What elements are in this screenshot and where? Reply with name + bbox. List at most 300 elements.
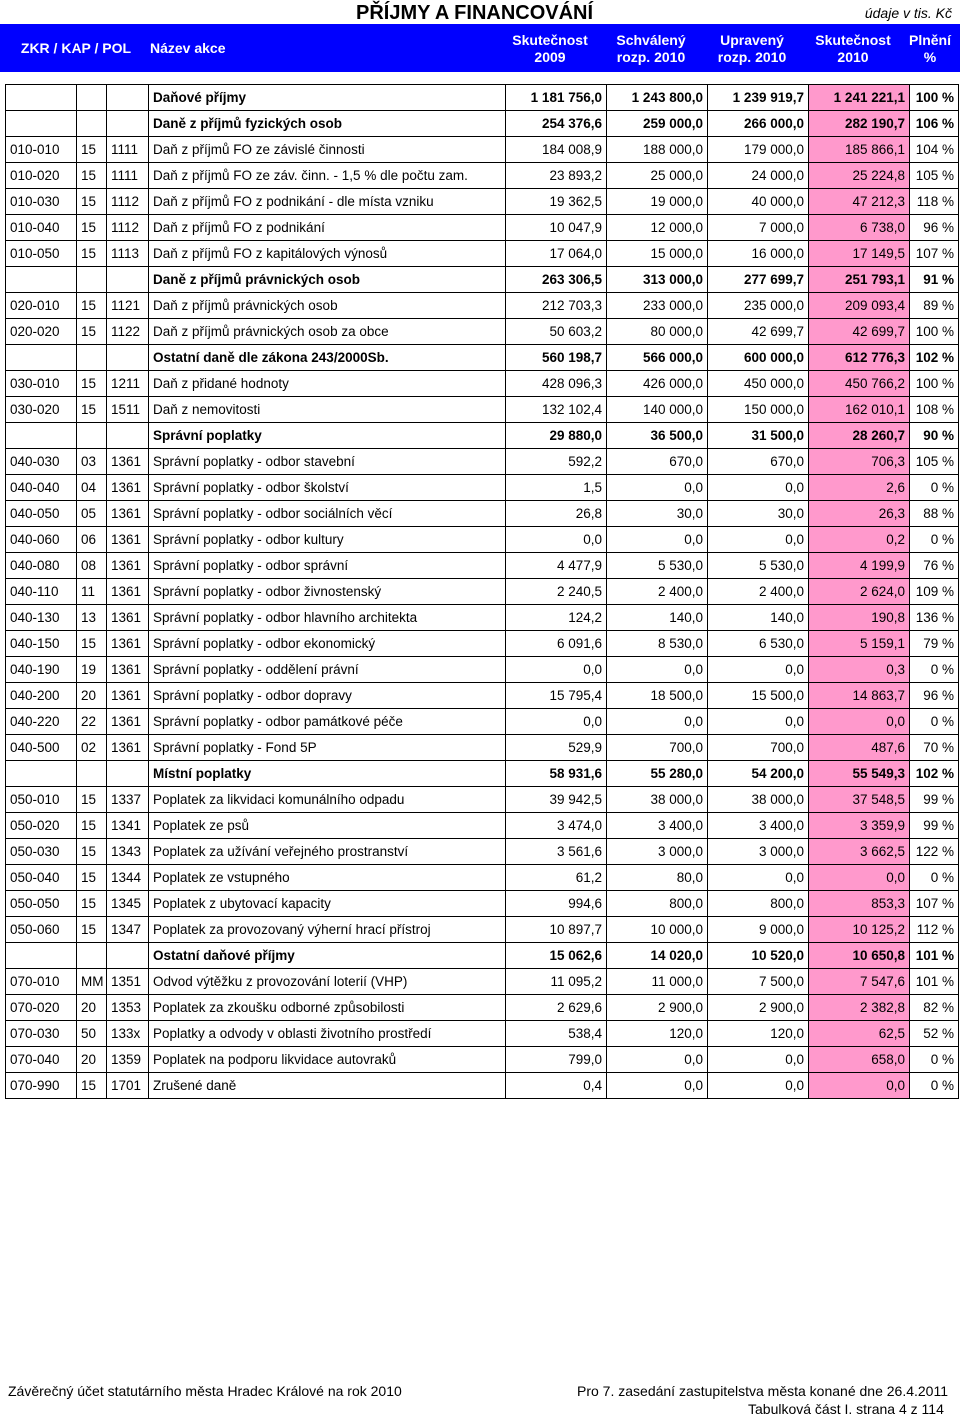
row-chapter: 03 <box>77 449 107 475</box>
table-row <box>6 1047 959 1073</box>
row-actual-2010: 42 699,7 <box>809 319 910 345</box>
row-name: Zrušené daně <box>149 1073 506 1099</box>
row-adjusted: 38 000,0 <box>708 787 809 813</box>
row-adjusted: 24 000,0 <box>708 163 809 189</box>
row-actual-2010: 487,6 <box>809 735 910 761</box>
row-name: Poplatek na podporu likvidace autovraků <box>149 1047 506 1073</box>
row-approved: 25 000,0 <box>607 163 708 189</box>
row-percent: 122 % <box>910 839 959 865</box>
table-row <box>6 579 959 605</box>
row-actual-2010: 282 190,7 <box>809 111 910 137</box>
row-item-code <box>107 267 149 293</box>
row-approved: 38 000,0 <box>607 787 708 813</box>
row-chapter <box>77 345 107 371</box>
subtotal-row <box>6 423 959 449</box>
row-name: Správní poplatky - odbor hlavního architekta <box>149 605 506 631</box>
table-row <box>6 891 959 917</box>
row-adjusted: 31 500,0 <box>708 423 809 449</box>
row-actual-2010: 5 159,1 <box>809 631 910 657</box>
row-percent: 96 % <box>910 683 959 709</box>
subtotal-row <box>6 761 959 787</box>
footer-page: Tabulková část I. strana 4 z 114 <box>748 1401 944 1417</box>
row-approved: 566 000,0 <box>607 345 708 371</box>
row-percent: 0 % <box>910 527 959 553</box>
row-adjusted: 700,0 <box>708 735 809 761</box>
row-actual-2009: 0,0 <box>506 657 607 683</box>
row-actual-2009: 61,2 <box>506 865 607 891</box>
row-actual-2009: 799,0 <box>506 1047 607 1073</box>
row-approved: 8 530,0 <box>607 631 708 657</box>
row-chapter: 50 <box>77 1021 107 1047</box>
row-percent: 99 % <box>910 787 959 813</box>
row-name: Poplatek za zkoušku odborné způsobilosti <box>149 995 506 1021</box>
row-code: 070-040 <box>6 1047 77 1073</box>
row-name: Správní poplatky - odbor sociálních věcí <box>149 501 506 527</box>
table-row <box>6 397 959 423</box>
row-adjusted: 0,0 <box>708 1047 809 1073</box>
row-approved: 700,0 <box>607 735 708 761</box>
row-name: Daň z příjmů FO z kapitálových výnosů <box>149 241 506 267</box>
row-percent: 107 % <box>910 891 959 917</box>
row-item-code: 1351 <box>107 969 149 995</box>
row-item-code: 1113 <box>107 241 149 267</box>
row-percent: 96 % <box>910 215 959 241</box>
row-adjusted: 0,0 <box>708 475 809 501</box>
row-code: 040-130 <box>6 605 77 631</box>
row-actual-2009: 2 629,6 <box>506 995 607 1021</box>
row-actual-2010: 4 199,9 <box>809 553 910 579</box>
row-actual-2010: 658,0 <box>809 1047 910 1073</box>
row-approved: 188 000,0 <box>607 137 708 163</box>
row-actual-2009: 1 181 756,0 <box>506 85 607 111</box>
row-actual-2009: 428 096,3 <box>506 371 607 397</box>
row-actual-2009: 0,0 <box>506 527 607 553</box>
row-percent: 0 % <box>910 1047 959 1073</box>
header-actual-2010: Skutečnost 2010 <box>815 32 891 65</box>
row-adjusted: 1 239 919,7 <box>708 85 809 111</box>
row-actual-2010: 0,0 <box>809 1073 910 1099</box>
row-chapter: 20 <box>77 683 107 709</box>
row-chapter: 15 <box>77 917 107 943</box>
row-actual-2009: 15 062,6 <box>506 943 607 969</box>
row-actual-2009: 50 603,2 <box>506 319 607 345</box>
row-actual-2010: 3 359,9 <box>809 813 910 839</box>
row-adjusted: 7 000,0 <box>708 215 809 241</box>
row-approved: 1 243 800,0 <box>607 85 708 111</box>
row-actual-2010: 450 766,2 <box>809 371 910 397</box>
table-row <box>6 605 959 631</box>
row-approved: 19 000,0 <box>607 189 708 215</box>
row-actual-2010: 2 624,0 <box>809 579 910 605</box>
row-actual-2010: 706,3 <box>809 449 910 475</box>
row-item-code: 1122 <box>107 319 149 345</box>
row-chapter <box>77 761 107 787</box>
row-code <box>6 111 77 137</box>
table-row <box>6 1073 959 1099</box>
row-percent: 89 % <box>910 293 959 319</box>
row-actual-2009: 10 047,9 <box>506 215 607 241</box>
row-item-code <box>107 423 149 449</box>
table-row <box>6 709 959 735</box>
table-row <box>6 735 959 761</box>
row-item-code: 133x <box>107 1021 149 1047</box>
row-actual-2009: 212 703,3 <box>506 293 607 319</box>
table-row <box>6 1021 959 1047</box>
row-actual-2010: 47 212,3 <box>809 189 910 215</box>
row-approved: 3 000,0 <box>607 839 708 865</box>
row-name: Správní poplatky - odbor ekonomický <box>149 631 506 657</box>
row-item-code: 1361 <box>107 553 149 579</box>
row-approved: 426 000,0 <box>607 371 708 397</box>
row-item-code: 1211 <box>107 371 149 397</box>
row-chapter: 02 <box>77 735 107 761</box>
row-item-code: 1344 <box>107 865 149 891</box>
row-chapter: 04 <box>77 475 107 501</box>
row-actual-2010: 6 738,0 <box>809 215 910 241</box>
row-item-code <box>107 85 149 111</box>
row-name: Poplatek za likvidaci komunálního odpadu <box>149 787 506 813</box>
row-chapter: 22 <box>77 709 107 735</box>
row-name: Daně z příjmů právnických osob <box>149 267 506 293</box>
row-approved: 5 530,0 <box>607 553 708 579</box>
header-approved: Schválený rozp. 2010 <box>616 32 686 65</box>
row-percent: 104 % <box>910 137 959 163</box>
table-row <box>6 995 959 1021</box>
row-approved: 80,0 <box>607 865 708 891</box>
row-actual-2009: 17 064,0 <box>506 241 607 267</box>
row-name: Ostatní daně dle zákona 243/2000Sb. <box>149 345 506 371</box>
row-code: 040-200 <box>6 683 77 709</box>
row-actual-2009: 26,8 <box>506 501 607 527</box>
row-code: 070-020 <box>6 995 77 1021</box>
row-percent: 136 % <box>910 605 959 631</box>
row-code: 040-150 <box>6 631 77 657</box>
row-actual-2009: 132 102,4 <box>506 397 607 423</box>
row-code: 070-030 <box>6 1021 77 1047</box>
row-actual-2010: 28 260,7 <box>809 423 910 449</box>
row-name: Daň z příjmů FO ze závislé činnosti <box>149 137 506 163</box>
row-percent: 100 % <box>910 85 959 111</box>
row-adjusted: 30,0 <box>708 501 809 527</box>
row-code: 040-080 <box>6 553 77 579</box>
row-code <box>6 423 77 449</box>
row-item-code: 1361 <box>107 735 149 761</box>
row-actual-2009: 124,2 <box>506 605 607 631</box>
row-code: 050-010 <box>6 787 77 813</box>
row-actual-2010: 14 863,7 <box>809 683 910 709</box>
row-percent: 70 % <box>910 735 959 761</box>
row-adjusted: 179 000,0 <box>708 137 809 163</box>
row-code: 040-060 <box>6 527 77 553</box>
row-chapter: 15 <box>77 215 107 241</box>
row-actual-2009: 10 897,7 <box>506 917 607 943</box>
row-adjusted: 0,0 <box>708 709 809 735</box>
table-row <box>6 137 959 163</box>
row-adjusted: 140,0 <box>708 605 809 631</box>
row-code: 070-010 <box>6 969 77 995</box>
row-chapter: 15 <box>77 293 107 319</box>
row-adjusted: 0,0 <box>708 865 809 891</box>
row-name: Poplatek ze vstupného <box>149 865 506 891</box>
row-actual-2010: 10 650,8 <box>809 943 910 969</box>
row-percent: 0 % <box>910 657 959 683</box>
row-chapter <box>77 267 107 293</box>
row-actual-2010: 190,8 <box>809 605 910 631</box>
table-row <box>6 917 959 943</box>
row-approved: 140,0 <box>607 605 708 631</box>
table-row <box>6 631 959 657</box>
row-adjusted: 42 699,7 <box>708 319 809 345</box>
row-actual-2009: 592,2 <box>506 449 607 475</box>
row-adjusted: 600 000,0 <box>708 345 809 371</box>
row-approved: 0,0 <box>607 1047 708 1073</box>
row-percent: 101 % <box>910 969 959 995</box>
row-name: Daň z přidané hodnoty <box>149 371 506 397</box>
row-code: 010-050 <box>6 241 77 267</box>
row-name: Daňové příjmy <box>149 85 506 111</box>
row-percent: 118 % <box>910 189 959 215</box>
row-name: Ostatní daňové příjmy <box>149 943 506 969</box>
table-row <box>6 319 959 345</box>
row-item-code: 1361 <box>107 709 149 735</box>
row-item-code: 1361 <box>107 501 149 527</box>
table-row <box>6 215 959 241</box>
row-actual-2010: 0,3 <box>809 657 910 683</box>
row-name: Správní poplatky - odbor správní <box>149 553 506 579</box>
row-actual-2010: 25 224,8 <box>809 163 910 189</box>
row-chapter <box>77 943 107 969</box>
row-percent: 101 % <box>910 943 959 969</box>
row-chapter: 19 <box>77 657 107 683</box>
row-actual-2009: 184 008,9 <box>506 137 607 163</box>
row-name: Daně z příjmů fyzických osob <box>149 111 506 137</box>
row-code: 040-220 <box>6 709 77 735</box>
row-code: 010-010 <box>6 137 77 163</box>
row-chapter: 13 <box>77 605 107 631</box>
row-name: Správní poplatky - oddělení právní <box>149 657 506 683</box>
row-actual-2010: 162 010,1 <box>809 397 910 423</box>
row-code <box>6 943 77 969</box>
table-row <box>6 293 959 319</box>
row-percent: 76 % <box>910 553 959 579</box>
subtotal-row <box>6 345 959 371</box>
row-actual-2010: 853,3 <box>809 891 910 917</box>
row-actual-2009: 4 477,9 <box>506 553 607 579</box>
row-approved: 36 500,0 <box>607 423 708 449</box>
row-approved: 800,0 <box>607 891 708 917</box>
row-name: Daň z příjmů právnických osob za obce <box>149 319 506 345</box>
row-chapter: 15 <box>77 865 107 891</box>
header-percent: Plnění % <box>908 32 951 65</box>
row-approved: 313 000,0 <box>607 267 708 293</box>
row-code: 010-040 <box>6 215 77 241</box>
row-chapter: 05 <box>77 501 107 527</box>
row-approved: 3 400,0 <box>607 813 708 839</box>
table-row <box>6 449 959 475</box>
row-approved: 10 000,0 <box>607 917 708 943</box>
row-chapter: 15 <box>77 813 107 839</box>
row-approved: 11 000,0 <box>607 969 708 995</box>
row-item-code: 1361 <box>107 475 149 501</box>
row-item-code: 1112 <box>107 189 149 215</box>
row-percent: 91 % <box>910 267 959 293</box>
row-code: 070-990 <box>6 1073 77 1099</box>
row-item-code <box>107 111 149 137</box>
row-chapter: 15 <box>77 241 107 267</box>
row-adjusted: 3 400,0 <box>708 813 809 839</box>
row-adjusted: 266 000,0 <box>708 111 809 137</box>
row-actual-2009: 15 795,4 <box>506 683 607 709</box>
subtotal-row <box>6 943 959 969</box>
row-adjusted: 0,0 <box>708 1073 809 1099</box>
row-name: Daň z příjmů FO z podnikání - dle místa vzniku <box>149 189 506 215</box>
row-code: 050-040 <box>6 865 77 891</box>
table-row <box>6 813 959 839</box>
row-code: 040-040 <box>6 475 77 501</box>
row-item-code: 1361 <box>107 527 149 553</box>
subtotal-row <box>6 267 959 293</box>
row-actual-2009: 538,4 <box>506 1021 607 1047</box>
row-adjusted: 150 000,0 <box>708 397 809 423</box>
row-adjusted: 6 530,0 <box>708 631 809 657</box>
header-code: ZKR / KAP / POL <box>20 40 132 56</box>
row-chapter <box>77 423 107 449</box>
row-actual-2009: 0,4 <box>506 1073 607 1099</box>
row-code: 020-020 <box>6 319 77 345</box>
row-actual-2009: 6 091,6 <box>506 631 607 657</box>
row-percent: 102 % <box>910 761 959 787</box>
row-item-code: 1111 <box>107 137 149 163</box>
row-code: 040-030 <box>6 449 77 475</box>
row-name: Správní poplatky <box>149 423 506 449</box>
row-code: 040-050 <box>6 501 77 527</box>
row-actual-2009: 560 198,7 <box>506 345 607 371</box>
row-percent: 0 % <box>910 475 959 501</box>
row-chapter: 08 <box>77 553 107 579</box>
row-name: Poplatky a odvody v oblasti životního prostředí <box>149 1021 506 1047</box>
row-actual-2010: 251 793,1 <box>809 267 910 293</box>
table-row <box>6 553 959 579</box>
row-item-code: 1353 <box>107 995 149 1021</box>
row-chapter: 15 <box>77 397 107 423</box>
row-adjusted: 16 000,0 <box>708 241 809 267</box>
row-adjusted: 5 530,0 <box>708 553 809 579</box>
row-approved: 259 000,0 <box>607 111 708 137</box>
row-percent: 99 % <box>910 813 959 839</box>
row-name: Místní poplatky <box>149 761 506 787</box>
row-actual-2010: 26,3 <box>809 501 910 527</box>
row-code <box>6 345 77 371</box>
row-percent: 0 % <box>910 709 959 735</box>
row-actual-2009: 994,6 <box>506 891 607 917</box>
row-actual-2010: 612 776,3 <box>809 345 910 371</box>
table-row <box>6 475 959 501</box>
row-chapter: 11 <box>77 579 107 605</box>
row-percent: 0 % <box>910 865 959 891</box>
row-item-code: 1361 <box>107 579 149 605</box>
row-item-code <box>107 345 149 371</box>
table-row <box>6 969 959 995</box>
row-item-code: 1361 <box>107 631 149 657</box>
row-item-code <box>107 943 149 969</box>
row-code <box>6 85 77 111</box>
table-row <box>6 241 959 267</box>
row-chapter: 20 <box>77 1047 107 1073</box>
row-chapter: 15 <box>77 163 107 189</box>
row-actual-2009: 263 306,5 <box>506 267 607 293</box>
row-chapter: 20 <box>77 995 107 1021</box>
row-actual-2010: 55 549,3 <box>809 761 910 787</box>
table-header <box>0 24 960 72</box>
row-chapter: 15 <box>77 631 107 657</box>
row-approved: 15 000,0 <box>607 241 708 267</box>
row-actual-2010: 1 241 221,1 <box>809 85 910 111</box>
row-chapter: 15 <box>77 319 107 345</box>
row-code: 040-110 <box>6 579 77 605</box>
row-chapter: 15 <box>77 891 107 917</box>
row-name: Poplatek za provozovaný výherní hrací přístroj <box>149 917 506 943</box>
row-item-code: 1341 <box>107 813 149 839</box>
row-name: Daň z příjmů právnických osob <box>149 293 506 319</box>
unit-note: údaje v tis. Kč <box>864 5 952 21</box>
row-percent: 107 % <box>910 241 959 267</box>
header-name: Název akce <box>150 40 226 56</box>
table-row <box>6 839 959 865</box>
row-approved: 0,0 <box>607 657 708 683</box>
row-percent: 88 % <box>910 501 959 527</box>
row-code: 010-030 <box>6 189 77 215</box>
row-name: Odvod výtěžku z provozování loterií (VHP) <box>149 969 506 995</box>
row-actual-2009: 39 942,5 <box>506 787 607 813</box>
row-name: Daň z příjmů FO z podnikání <box>149 215 506 241</box>
row-actual-2009: 58 931,6 <box>506 761 607 787</box>
row-name: Správní poplatky - Fond 5P <box>149 735 506 761</box>
row-item-code: 1112 <box>107 215 149 241</box>
row-percent: 79 % <box>910 631 959 657</box>
row-name: Správní poplatky - odbor stavební <box>149 449 506 475</box>
row-percent: 105 % <box>910 163 959 189</box>
row-name: Správní poplatky - odbor památkové péče <box>149 709 506 735</box>
row-chapter: 06 <box>77 527 107 553</box>
row-actual-2010: 62,5 <box>809 1021 910 1047</box>
row-approved: 30,0 <box>607 501 708 527</box>
row-percent: 109 % <box>910 579 959 605</box>
row-item-code: 1347 <box>107 917 149 943</box>
row-adjusted: 10 520,0 <box>708 943 809 969</box>
table-row <box>6 189 959 215</box>
row-actual-2010: 3 662,5 <box>809 839 910 865</box>
row-percent: 106 % <box>910 111 959 137</box>
row-actual-2009: 254 376,6 <box>506 111 607 137</box>
row-adjusted: 15 500,0 <box>708 683 809 709</box>
row-name: Správní poplatky - odbor živnostenský <box>149 579 506 605</box>
row-approved: 233 000,0 <box>607 293 708 319</box>
row-item-code: 1111 <box>107 163 149 189</box>
row-approved: 670,0 <box>607 449 708 475</box>
row-percent: 90 % <box>910 423 959 449</box>
row-item-code: 1359 <box>107 1047 149 1073</box>
row-adjusted: 0,0 <box>708 657 809 683</box>
row-percent: 100 % <box>910 319 959 345</box>
row-code: 050-020 <box>6 813 77 839</box>
subtotal-row <box>6 85 959 111</box>
row-adjusted: 120,0 <box>708 1021 809 1047</box>
row-chapter <box>77 85 107 111</box>
row-actual-2009: 3 561,6 <box>506 839 607 865</box>
table-row <box>6 787 959 813</box>
row-name: Poplatek ze psů <box>149 813 506 839</box>
row-name: Správní poplatky - odbor dopravy <box>149 683 506 709</box>
